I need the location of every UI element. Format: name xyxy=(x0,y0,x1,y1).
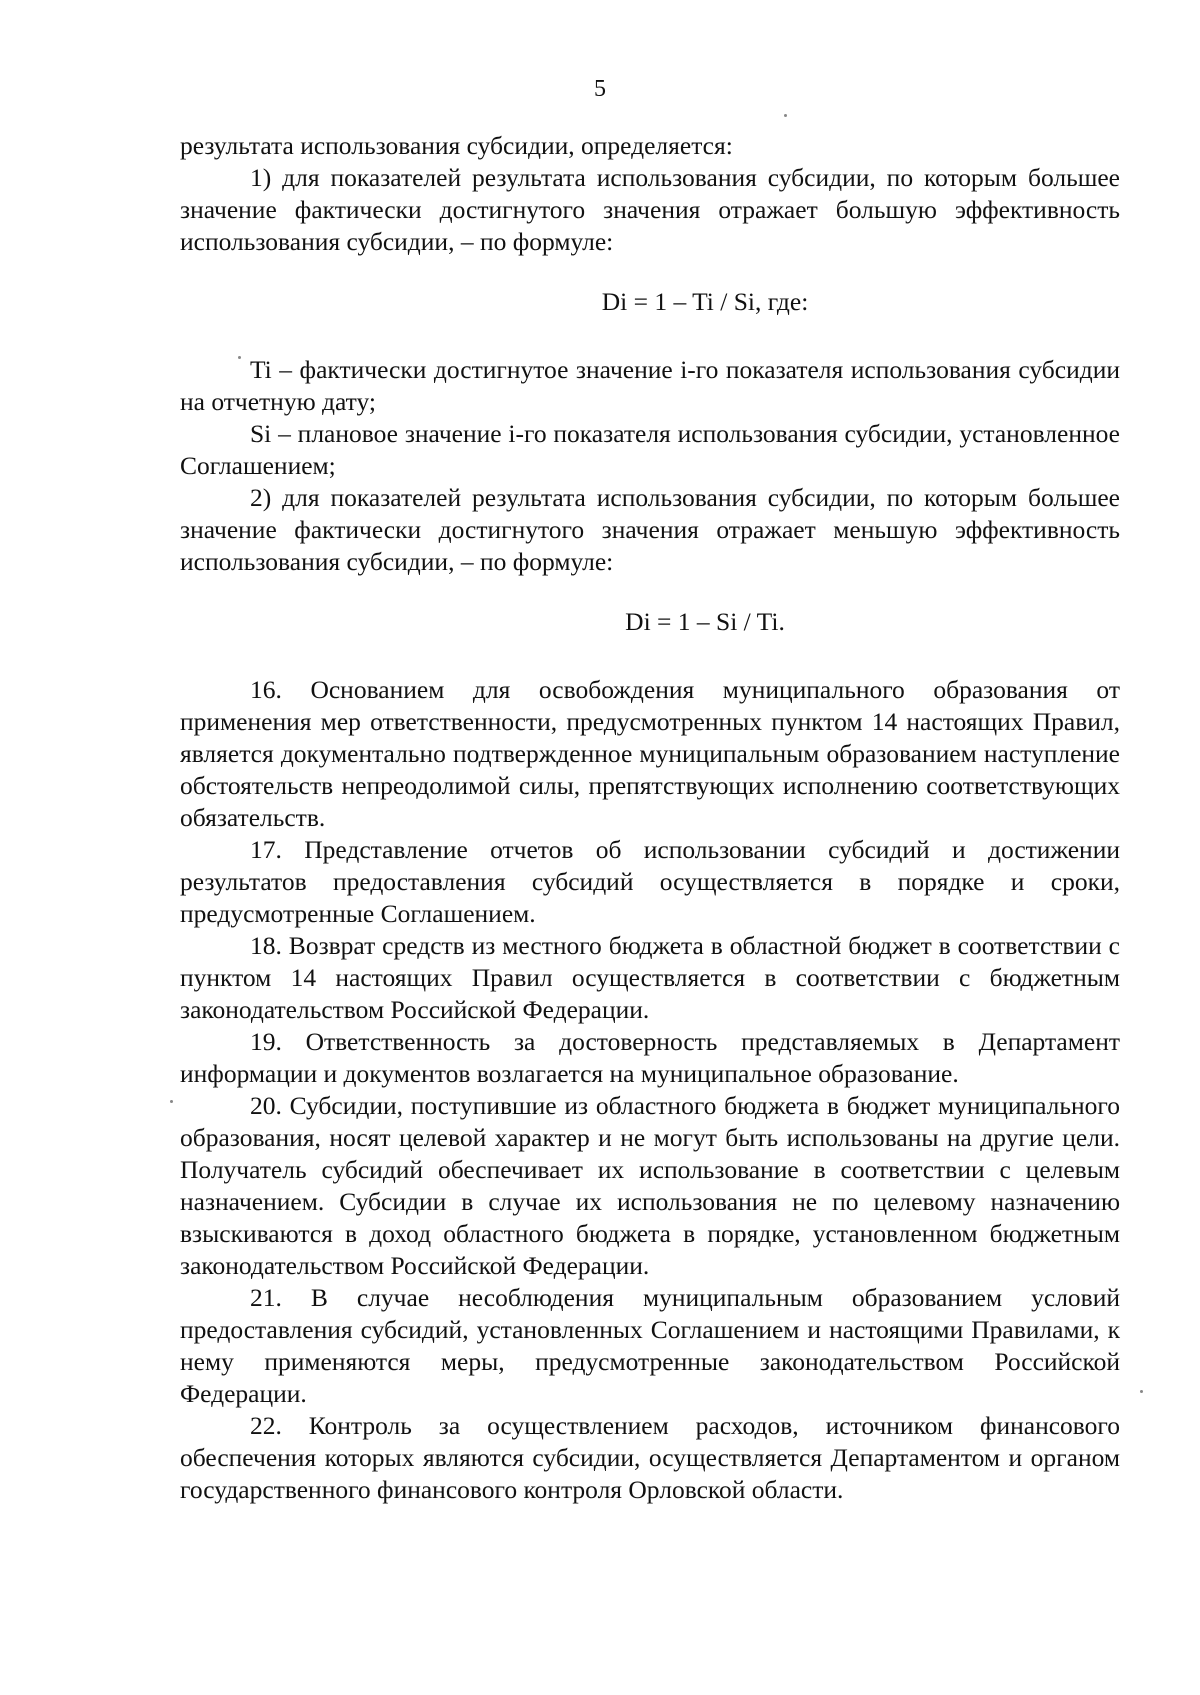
paragraph-16: 16. Основанием для освобождения муниципального образования от применения мер ответственности, предусмотренных пунктом 14 настоящих Правил, является документально подтвержденное муниципальным образованием наступление обстоятельств непреодолимой силы, препятствующих исполнению соответствующих обязательств. xyxy=(180,675,1120,832)
document-body xyxy=(180,130,1120,1506)
paragraph-20: 20. Субсидии, поступившие из областного бюджета в бюджет муниципального образования, носят целевой характер и не могут быть использованы на другие цели. Получатель субсидий обеспечивает их использование в соответствии с целевым назначением. Субсидии в случае их использования не по целевому назначению взыскиваются в доход областного бюджета в порядке, установленном бюджетным законодательством Российской Федерации. xyxy=(180,1091,1120,1280)
page-number: 5 xyxy=(594,76,606,102)
formula-2: Di = 1 – Si / Ti. xyxy=(625,607,785,636)
paragraph-22: 22. Контроль за осуществлением расходов, источником финансового обеспечения которых являются субсидии, осуществляется Департаментом и органом государственного финансового контроля Орловской области. xyxy=(180,1411,1120,1504)
paragraph-item-1: 1) для показателей результата использования субсидии, по которым большее значение фактически достигнутого значения отражает большую эффективность использования субсидии, – по формуле: xyxy=(180,163,1120,256)
scan-speck xyxy=(784,114,787,117)
paragraph-19: 19. Ответственность за достоверность представляемых в Департамент информации и документов возлагается на муниципальное образование. xyxy=(180,1027,1120,1088)
scan-speck xyxy=(1140,1390,1143,1393)
paragraph-ti-definition: Ti – фактически достигнутое значение i-го показателя использования субсидии на отчетную дату; xyxy=(180,355,1120,416)
paragraph-item-2: 2) для показателей результата использования субсидии, по которым большее значение фактически достигнутого значения отражает меньшую эффективность использования субсидии, – по формуле: xyxy=(180,483,1120,576)
paragraph-si-definition: Si – плановое значение i-го показателя использования субсидии, установленное Соглашением; xyxy=(180,419,1120,480)
formula-1: Di = 1 – Ti / Si, где: xyxy=(601,287,809,316)
paragraph-17: 17. Представление отчетов об использовании субсидий и достижении результатов предоставления субсидий осуществляется в порядке и сроки, предусмотренные Соглашением. xyxy=(180,835,1120,928)
scan-speck xyxy=(238,356,241,359)
paragraph-21: 21. В случае несоблюдения муниципальным образованием условий предоставления субсидий, установленных Соглашением и настоящими Правилами, к нему применяются меры, предусмотренные законодательством Российской Федерации. xyxy=(180,1283,1120,1408)
paragraph-continuation: результата использования субсидии, определяется: xyxy=(180,131,733,160)
paragraph-18: 18. Возврат средств из местного бюджета в областной бюджет в соответствии с пунктом 14 настоящих Правил осуществляется в соответствии с бюджетным законодательством Российской Федерации. xyxy=(180,931,1120,1024)
scan-speck xyxy=(170,1100,173,1103)
